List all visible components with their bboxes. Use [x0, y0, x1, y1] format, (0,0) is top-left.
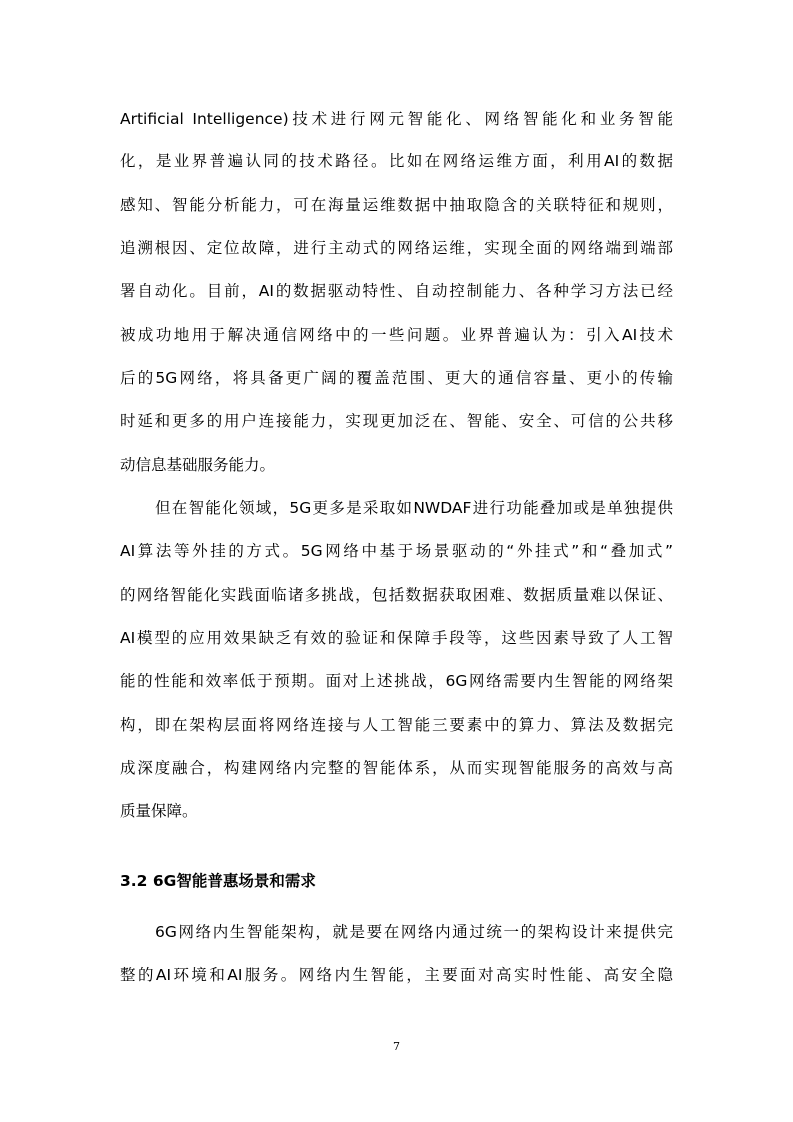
body-text-line: 被成功地用于解决通信网络中的一些问题。业界普遍认为：引入AI技术	[120, 326, 673, 344]
body-text-line: 署自动化。目前，AI的数据驱动特性、自动控制能力、各种学习方法已经	[120, 282, 673, 300]
body-text-line: 成深度融合，构建网络内完整的智能体系，从而实现智能服务的高效与高	[120, 759, 673, 777]
body-text-line: Artificial Intelligence)技术进行网元智能化、网络智能化和业务智能	[120, 110, 673, 128]
body-text-line: 构，即在架构层面将网络连接与人工智能三要素中的算力、算法及数据完	[120, 716, 673, 734]
section-heading: 3.2 6G智能普惠场景和需求	[120, 872, 316, 890]
body-text-line: 质量保障。	[120, 802, 198, 820]
body-text-line: 化，是业界普遍认同的技术路径。比如在网络运维方面，利用AI的数据	[120, 152, 673, 170]
body-text-line: 能的性能和效率低于预期。面对上述挑战，6G网络需要内生智能的网络架	[120, 672, 673, 690]
body-text-line: 感知、智能分析能力，可在海量运维数据中抽取隐含的关联特征和规则，	[120, 196, 673, 214]
body-text-line: 动信息基础服务能力。	[120, 456, 276, 474]
body-text-line: 但在智能化领域，5G更多是采取如NWDAF进行功能叠加或是单独提供	[155, 499, 673, 517]
body-text-line: 时延和更多的用户连接能力，实现更加泛在、智能、安全、可信的公共移	[120, 412, 673, 430]
body-text-line: 的网络智能化实践面临诸多挑战，包括数据获取困难、数据质量难以保证、	[120, 586, 673, 604]
page-number: 7	[393, 1040, 400, 1053]
body-text-line: 整的AI环境和AI服务。网络内生智能，主要面对高实时性能、高安全隐	[120, 966, 673, 984]
body-text-line: 后的5G网络，将具备更广阔的覆盖范围、更大的通信容量、更小的传输	[120, 369, 673, 387]
body-text-line: AI模型的应用效果缺乏有效的验证和保障手段等，这些因素导致了人工智	[120, 629, 673, 647]
body-text-line: 6G网络内生智能架构，就是要在网络内通过统一的架构设计来提供完	[155, 923, 673, 941]
body-text-line: AI算法等外挂的方式。5G网络中基于场景驱动的“外挂式”和“叠加式”	[120, 542, 673, 560]
body-text-line: 追溯根因、定位故障，进行主动式的网络运维，实现全面的网络端到端部	[120, 239, 673, 257]
